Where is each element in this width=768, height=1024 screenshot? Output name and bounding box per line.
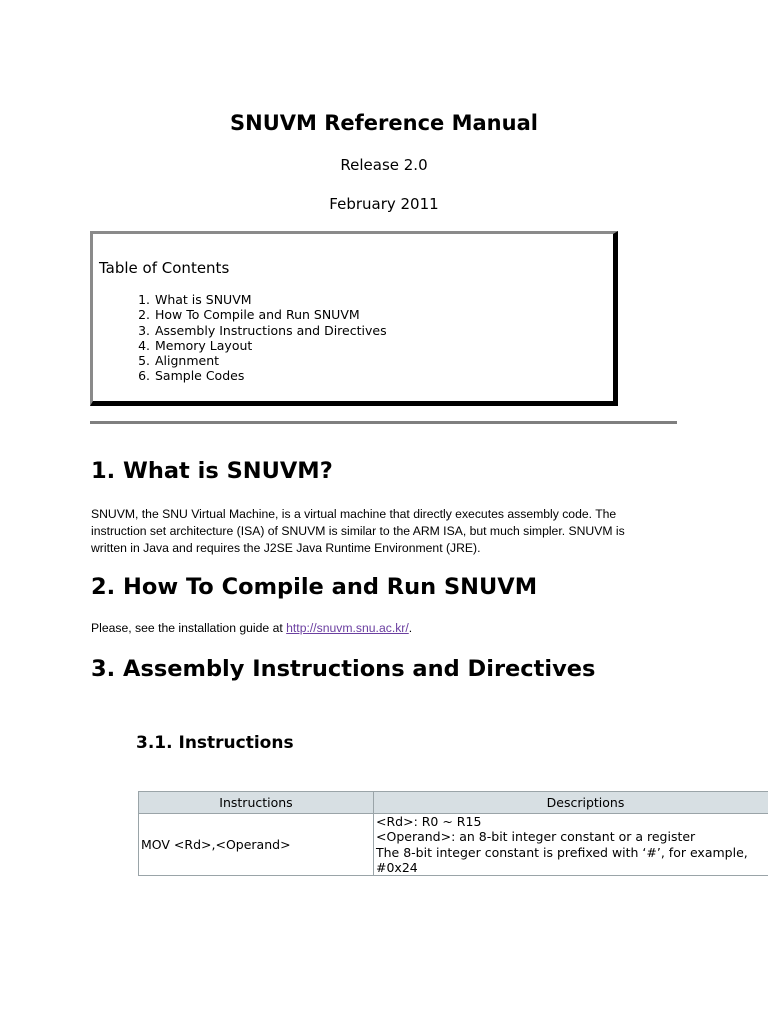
table-row (139, 814, 768, 876)
section-3-heading: 3. Assembly Instructions and Directives (91, 656, 596, 682)
section-2-paragraph: Please, see the installation guide at http://snuvm.snu.ac.kr/. (91, 621, 413, 635)
column-header-instructions: Instructions (139, 792, 374, 814)
instruction-cell: MOV <Rd>,<Operand> (139, 814, 374, 876)
toc-item-sample-codes[interactable]: 6. Sample Codes (138, 368, 245, 384)
publication-date: February 2011 (329, 195, 439, 213)
section-1-heading: 1. What is SNUVM? (91, 458, 333, 484)
section-1-paragraph: SNUVM, the SNU Virtual Machine, is a virtual machine that directly executes assembly code. The instruction set architecture (ISA) of SNUVM is similar to the ARM ISA, but much simpler. SNUVM is written in Java and requires the J2SE Java Runtime Environment (JRE). (91, 507, 625, 555)
toc-item-alignment[interactable]: 5. Alignment (138, 353, 220, 369)
horizontal-divider (90, 421, 677, 424)
toc-item-memory-layout[interactable]: 4. Memory Layout (138, 337, 253, 353)
toc-item-assembly-instructions[interactable]: 3. Assembly Instructions and Directives (138, 322, 387, 338)
instructions-table (138, 791, 768, 876)
toc-item-compile-run[interactable]: 2. How To Compile and Run SNUVM (138, 307, 360, 323)
toc-item-what-is-snuvm[interactable]: 1. What is SNUVM (138, 292, 252, 307)
toc-heading: Table of Contents (99, 259, 230, 277)
installation-guide-link[interactable]: http://snuvm.snu.ac.kr/ (286, 621, 409, 635)
table-header-row (139, 792, 768, 814)
subsection-3-1-heading: 3.1. Instructions (136, 733, 294, 753)
release-version: Release 2.0 (340, 156, 428, 174)
toc-list (126, 292, 387, 384)
section-2-heading: 2. How To Compile and Run SNUVM (91, 574, 538, 600)
document-title: SNUVM Reference Manual (230, 111, 538, 135)
table-of-contents (90, 231, 618, 406)
description-cell: <Rd>: R0 ~ R15 <Operand>: an 8-bit integer constant or a register The 8-bit integer constant is prefixed with ‘#’, for example, #0x24 (374, 814, 768, 876)
column-header-descriptions: Descriptions (374, 792, 768, 814)
